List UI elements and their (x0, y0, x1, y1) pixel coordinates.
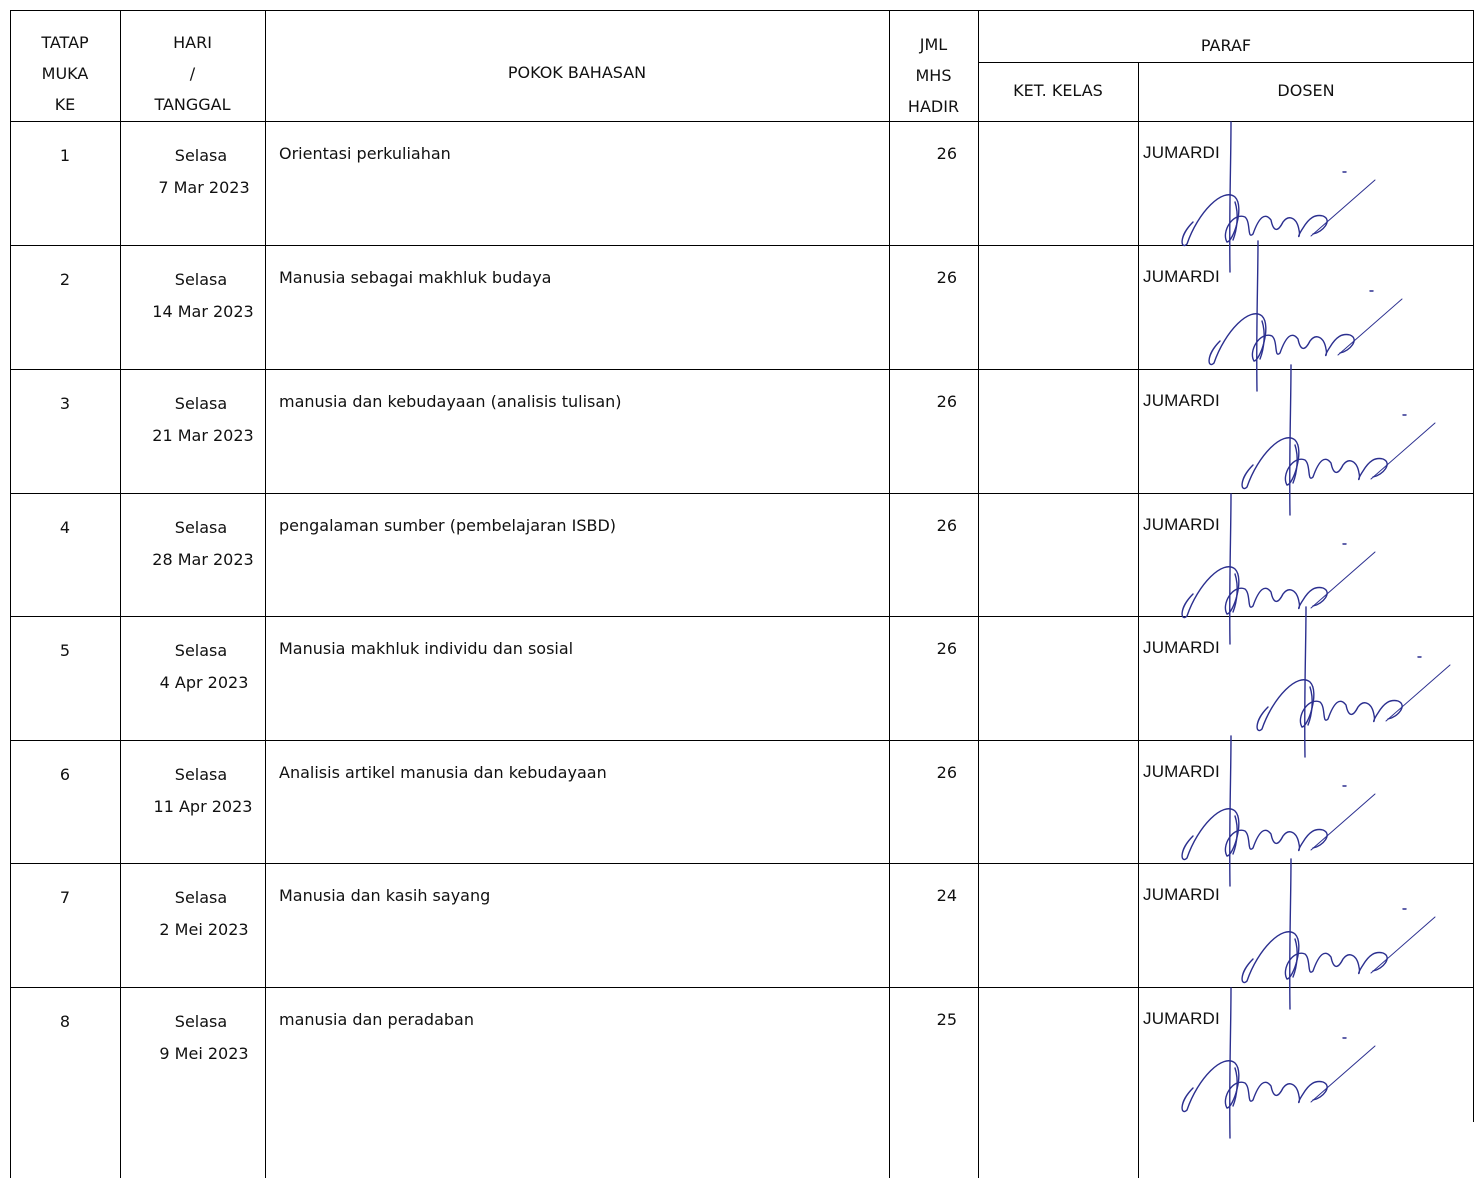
attendance-count: 24 (936, 886, 957, 905)
attendance-count: 26 (936, 516, 957, 535)
meeting-number: 7 (59, 888, 71, 907)
header-class-note: KET. KELAS (1013, 81, 1103, 100)
lecturer-name: JUMARDI (1143, 143, 1220, 162)
attendance-count: 26 (936, 392, 957, 411)
header-attendance: JML MHS HADIR (907, 35, 960, 116)
meeting-number: 2 (59, 270, 71, 289)
day-name: Selasa (174, 394, 228, 413)
header-topic: POKOK BAHASAN (507, 63, 647, 82)
meeting-number: 5 (59, 641, 71, 660)
signature-image (1233, 365, 1453, 515)
day-name: Selasa (174, 641, 228, 660)
signature-image (1233, 859, 1453, 1009)
meeting-number: 4 (59, 518, 71, 537)
column-divider (1138, 62, 1139, 1178)
day-name: Selasa (174, 146, 228, 165)
topic-text: manusia dan kebudayaan (analisis tulisan) (279, 392, 622, 411)
topic-text: manusia dan peradaban (279, 1010, 474, 1029)
signature-image (1248, 607, 1468, 757)
header-paraf: PARAF (1200, 36, 1252, 55)
topic-text: Manusia makhluk individu dan sosial (279, 639, 574, 658)
lecturer-name: JUMARDI (1143, 885, 1220, 904)
meeting-number: 3 (59, 394, 71, 413)
day-name: Selasa (174, 888, 228, 907)
header-day-date: HARI / TANGGAL (154, 33, 231, 114)
lecturer-name: JUMARDI (1143, 391, 1220, 410)
attendance-count: 26 (936, 144, 957, 163)
date-value: 7 Mar 2023 (158, 178, 250, 197)
topic-text: Orientasi perkuliahan (279, 144, 451, 163)
day-name: Selasa (174, 765, 228, 784)
day-name: Selasa (174, 1012, 228, 1031)
lecturer-name: JUMARDI (1143, 1009, 1220, 1028)
lecturer-name: JUMARDI (1143, 762, 1220, 781)
signature-image (1173, 988, 1393, 1138)
date-value: 14 Mar 2023 (152, 302, 254, 321)
header-meeting: TATAP MUKA KE (41, 33, 89, 114)
lecturer-name: JUMARDI (1143, 267, 1220, 286)
date-value: 21 Mar 2023 (152, 426, 254, 445)
date-value: 11 Apr 2023 (153, 797, 253, 816)
meeting-number: 1 (59, 146, 71, 165)
paraf-divider (978, 62, 1474, 63)
attendance-count: 26 (936, 639, 957, 658)
lecturer-name: JUMARDI (1143, 638, 1220, 657)
topic-text: Manusia dan kasih sayang (279, 886, 491, 905)
topic-text: Analisis artikel manusia dan kebudayaan (279, 763, 607, 782)
column-divider (889, 10, 890, 1178)
table-top-border (10, 10, 1474, 11)
date-value: 4 Apr 2023 (159, 673, 249, 692)
day-name: Selasa (174, 518, 228, 537)
attendance-count: 26 (936, 763, 957, 782)
meeting-number: 6 (59, 765, 71, 784)
lecturer-name: JUMARDI (1143, 515, 1220, 534)
date-value: 2 Mei 2023 (159, 920, 249, 939)
date-value: 28 Mar 2023 (152, 550, 254, 569)
column-divider (978, 10, 979, 1178)
topic-text: Manusia sebagai makhluk budaya (279, 268, 552, 287)
topic-text: pengalaman sumber (pembelajaran ISBD) (279, 516, 617, 535)
attendance-count: 26 (936, 268, 957, 287)
date-value: 9 Mei 2023 (159, 1044, 249, 1063)
header-lecturer: DOSEN (1277, 81, 1335, 100)
column-divider (10, 10, 11, 1178)
column-divider (120, 10, 121, 1178)
meeting-number: 8 (59, 1012, 71, 1031)
attendance-count: 25 (936, 1010, 957, 1029)
day-name: Selasa (174, 270, 228, 289)
